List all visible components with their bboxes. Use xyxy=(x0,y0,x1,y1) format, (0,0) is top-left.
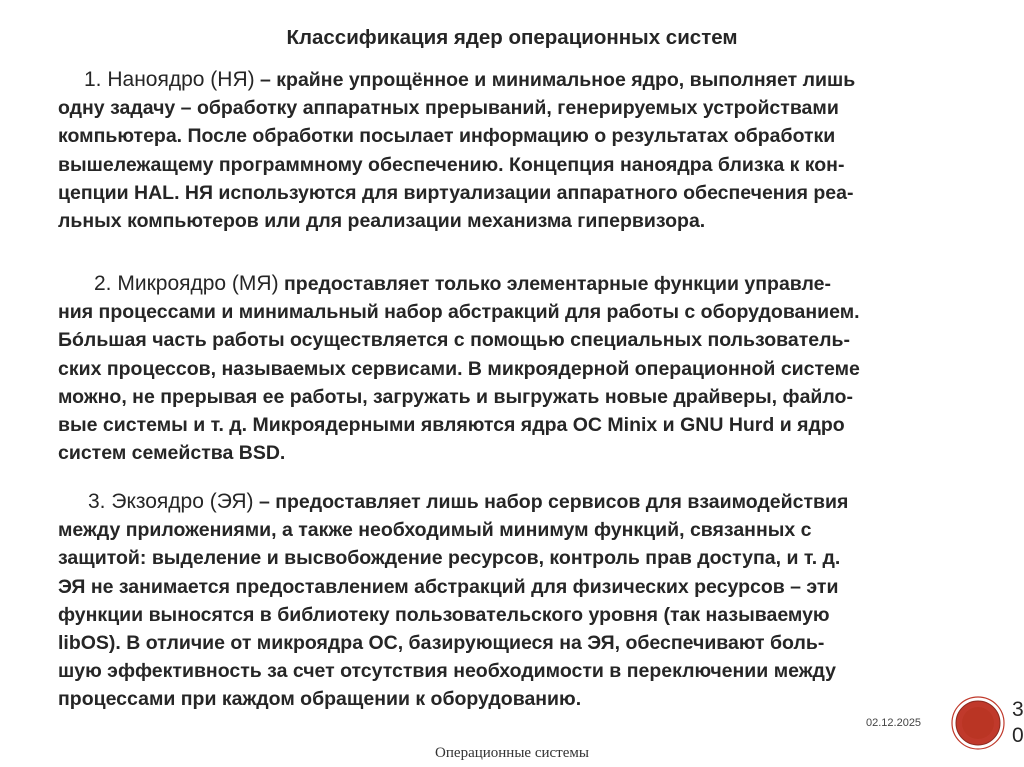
section-line: – предоставляет лишь набор сервисов для взаимодействия xyxy=(253,491,849,513)
section-exokernel xyxy=(58,488,998,714)
section-line: можно, не прерывая ее работы, загружать и выгружать новые драйверы, файло- xyxy=(58,385,853,408)
section-line: вышележащему программному обеспечению. Концепция наноядра близка к кон- xyxy=(58,153,845,176)
section-line: льных компьютеров или для реализации механизма гипервизора. xyxy=(58,210,706,233)
slide-number-digit: 0 xyxy=(1012,724,1024,747)
section-line: шую эффективность за счет отсутствия необходимости в переключении между xyxy=(58,660,837,683)
section-line: цепции HAL. НЯ используются для виртуализации аппаратного обеспечения реа- xyxy=(58,181,854,204)
section-line: одну задачу – обработку аппаратных прерываний, генерируемых устройствами xyxy=(58,97,839,120)
section-line: ских процессов, называемых сервисами. В микроядерной операционной системе xyxy=(58,357,860,380)
section-lead: 1. Наноядро (НЯ) xyxy=(84,68,255,91)
section-line: ЭЯ не занимается предоставлением абстракций для физических ресурсов – эти xyxy=(58,575,839,598)
section-lead: 3. Экзоядро (ЭЯ) xyxy=(88,490,254,513)
section-line: вые системы и т. д. Микроядерными являются ядра ОС Minix и GNU Hurd и ядро xyxy=(58,414,845,437)
section-line: предоставляет только элементарные функции управле- xyxy=(278,273,831,295)
section-line: Бóльшая часть работы осуществляется с помощью специальных пользователь- xyxy=(58,329,850,352)
slide-number-badge-icon xyxy=(950,695,1006,751)
section-first-line xyxy=(58,488,998,516)
section-nanokernel xyxy=(58,66,998,235)
section-lead: 2. Микроядро (МЯ) xyxy=(94,272,279,295)
footer-date: 02.12.2025 xyxy=(866,717,922,729)
section-first-line xyxy=(58,66,998,94)
section-line: защитой: выделение и высвобождение ресурсов, контроль прав доступа, и т. д. xyxy=(58,547,841,570)
section-line: libOS). В отличие от микроядра ОС, базирующиеся на ЭЯ, обеспечивают боль- xyxy=(58,632,825,655)
section-line: ния процессами и минимальный набор абстракций для работы с оборудованием. xyxy=(58,301,860,324)
section-line: функции выносятся в библиотеку пользовательского уровня (так называемую xyxy=(58,603,830,626)
slide-title: Классификация ядер операционных систем xyxy=(286,26,738,49)
slide-number-digit: 3 xyxy=(1012,698,1024,721)
section-line: между приложениями, а также необходимый минимум функций, связанных с xyxy=(58,519,812,542)
section-line: – крайне упрощённое и минимальное ядро, выполняет лишь xyxy=(254,69,856,91)
section-line: систем семейства BSD. xyxy=(58,442,286,465)
section-line: компьютера. После обработки посылает информацию о результатах обработки xyxy=(58,125,836,148)
section-microkernel xyxy=(58,270,998,467)
footer-course-name: Операционные системы xyxy=(435,745,589,761)
section-first-line xyxy=(58,270,998,298)
section-line: процессами при каждом обращении к оборудованию. xyxy=(58,688,582,711)
slide-number xyxy=(1012,697,1024,749)
